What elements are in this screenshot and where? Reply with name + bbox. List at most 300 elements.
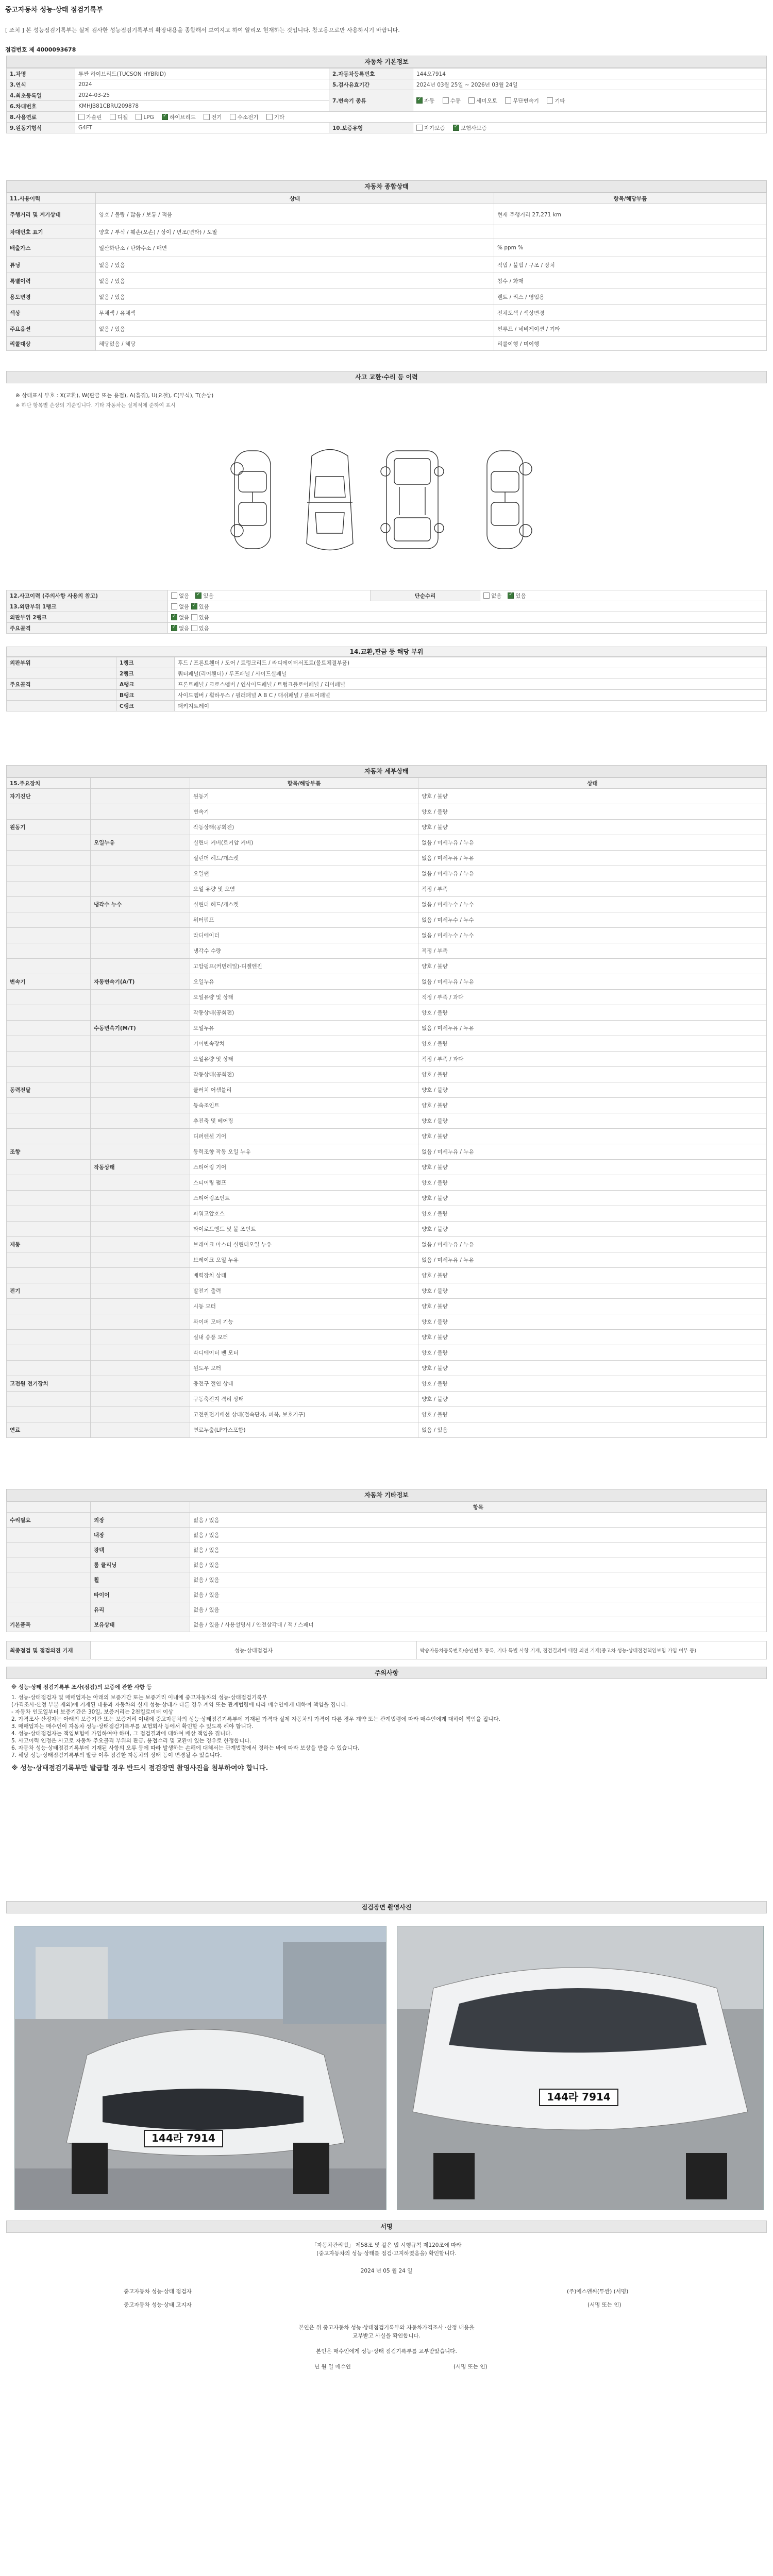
device-group xyxy=(7,897,91,912)
table-row xyxy=(7,912,767,928)
sub-group xyxy=(91,1191,190,1206)
table-row xyxy=(7,1082,767,1098)
other-item: 룸 클리닝 xyxy=(91,1557,190,1572)
table-row xyxy=(7,1098,767,1113)
table-row xyxy=(7,1602,767,1617)
item-name: 작동상태(공회전) xyxy=(190,820,418,835)
item-name: 배력장치 상태 xyxy=(190,1268,418,1283)
table-row: B랭크 사이드멤버 / 휠하우스 / 필러패널 A B C / 대쉬패널 / 플로어패널 xyxy=(7,690,767,701)
device-group xyxy=(7,1175,91,1191)
table-row xyxy=(7,1252,767,1268)
detail-table xyxy=(6,777,767,1438)
table-row xyxy=(7,1587,767,1602)
item-state: 양호 / 불량 xyxy=(418,1129,767,1144)
table-row: 3.연식 2024 5.검사유효기간 2024년 03월 25일 ~ 2026년 03월 24일 xyxy=(7,79,767,90)
table-row xyxy=(7,1144,767,1160)
device-group xyxy=(7,1098,91,1113)
other-state: 없음 / 있음 xyxy=(190,1602,767,1617)
table-row xyxy=(7,1268,767,1283)
table-row: 항목 xyxy=(7,1502,767,1513)
checkbox xyxy=(195,592,201,599)
table-row: 최종점검 및 점검의견 기재 성능·상태점검자 탁송자동차등록번호/승인번호 등록, 기타 특별 사항 기재, 점검결과에 대한 의견 기재(중고차 성능·상태점검책임보험 가입 여부 등) xyxy=(7,1641,767,1659)
item-name: 기어변속장치 xyxy=(190,1036,418,1052)
sub-group xyxy=(91,1098,190,1113)
table-row: 외판부위 1랭크 후드 / 프론트휀더 / 도어 / 트렁크리드 / 라디에이터서포트(볼트체결부품) xyxy=(7,657,767,668)
other-state: 없음 / 있음 xyxy=(190,1557,767,1572)
device-group xyxy=(7,1361,91,1376)
table-row xyxy=(7,1617,767,1632)
table-row xyxy=(7,1191,767,1206)
checkbox xyxy=(171,592,177,599)
item-name: 원동기 xyxy=(190,789,418,804)
section-price: 자동차 기타정보 xyxy=(6,1489,767,1501)
item-name: 연료누출(LP가스포함) xyxy=(190,1422,418,1438)
device-group: 변속기 xyxy=(7,974,91,990)
item-state: 없음 / 미세누유 / 누유 xyxy=(418,866,767,882)
inspection-photo-rear xyxy=(397,1926,764,2210)
item-state: 양호 / 불량 xyxy=(418,1283,767,1299)
sub-group xyxy=(91,1252,190,1268)
checkbox xyxy=(443,97,449,104)
item-state: 양호 / 불량 xyxy=(418,959,767,974)
item-state: 적정 / 부족 xyxy=(418,943,767,959)
sub-group xyxy=(91,1113,190,1129)
other-table xyxy=(6,1501,767,1632)
item-name: 냉각수 수량 xyxy=(190,943,418,959)
receipt-line-1: 본인은 위 중고자동차 성능·상태점검기록부와 자동차가격조사 ·산정 내용을 xyxy=(298,2325,475,2331)
sign-line-2: (중고자동차의 성능·상태를 점검·고지하였음을) 확인합니다. xyxy=(316,2250,457,2257)
buyer-sign: (서명 또는 인) xyxy=(453,2364,488,2370)
transmission-options: ✓ 자동 수동 세미오토 무단변속기 기타 xyxy=(413,90,767,112)
sub-group xyxy=(91,1330,190,1345)
table-row xyxy=(7,928,767,943)
item-name: 실내 송풍 모터 xyxy=(190,1330,418,1345)
sub-group xyxy=(91,1129,190,1144)
item-state: 없음 / 미세누유 / 누유 xyxy=(418,1237,767,1252)
doc-no-value: 4000093678 xyxy=(36,46,76,53)
parts-table xyxy=(6,657,767,711)
table-row xyxy=(7,1299,767,1314)
item-state: 양호 / 불량 xyxy=(418,1098,767,1113)
item-name: 브레이크 마스터 실린더오일 누유 xyxy=(190,1237,418,1252)
device-group: 자기진단 xyxy=(7,789,91,804)
table-row xyxy=(7,1283,767,1299)
other-state: 없음 / 있음 xyxy=(190,1543,767,1557)
rank-header: 14.교환,판금 등 해당 부위 xyxy=(6,647,767,657)
other-group xyxy=(7,1587,91,1602)
caution-line: 6. 자동차 성능·상태점검기록부에 기재된 사항의 오류 등에 따라 발생하는 손해에 대해서는 관계법령에서 정하는 바에 따라 보상을 받을 수 있습니다. xyxy=(11,1745,360,1751)
sub-group: 작동상태 xyxy=(91,1160,190,1175)
item-state: 없음 / 미세누유 / 누유 xyxy=(418,974,767,990)
item-name: 워터펌프 xyxy=(190,912,418,928)
item-state: 양호 / 불량 xyxy=(418,1314,767,1330)
device-group: 전기 xyxy=(7,1283,91,1299)
device-group xyxy=(7,1005,91,1021)
table-row xyxy=(7,897,767,912)
caution-footer: ※ 성능·상태점검기록부만 발급할 경우 반드시 점검장면 촬영사진을 첨부하여야 합니다. xyxy=(11,1765,268,1772)
item-name: 오일누유 xyxy=(190,974,418,990)
section-basic: 자동차 기본정보 xyxy=(6,56,767,68)
car-top-view-icon xyxy=(307,450,353,550)
device-group xyxy=(7,943,91,959)
item-state: 적정 / 부족 / 과다 xyxy=(418,990,767,1005)
table-row: 용도변경 없음 / 있음 렌트 / 리스 / 영업용 xyxy=(7,289,767,305)
other-state: 없음 / 있음 / 사용설명서 / 안전삼각대 / 잭 / 스패너 xyxy=(190,1617,767,1632)
table-row: 주요옵션 없음 / 있음 썬루프 / 네비게이션 / 기타 xyxy=(7,321,767,337)
item-name: 오일유량 및 상태 xyxy=(190,990,418,1005)
table-row xyxy=(7,959,767,974)
sub-group xyxy=(91,1268,190,1283)
table-row: 13.외판부위 1랭크 없음 ✓있음 xyxy=(7,601,767,612)
device-group xyxy=(7,1052,91,1067)
other-state: 없음 / 있음 xyxy=(190,1513,767,1528)
device-group xyxy=(7,1330,91,1345)
table-row xyxy=(7,1361,767,1376)
sub-group: 자동변속기(A/T) xyxy=(91,974,190,990)
table-row xyxy=(7,835,767,851)
table-row: 색상 무채색 / 유채색 전체도색 / 색상변경 xyxy=(7,305,767,321)
section-status: 자동차 종합상태 xyxy=(6,180,767,193)
checkbox xyxy=(483,592,490,599)
checkbox xyxy=(162,114,168,120)
item-state: 없음 / 미세누유 / 누유 xyxy=(418,1252,767,1268)
checkbox xyxy=(204,114,210,120)
sign-date: 2024 년 05 월 24 일 xyxy=(360,2268,413,2274)
device-group xyxy=(7,851,91,866)
device-group xyxy=(7,1191,91,1206)
table-row: 외판부위 2랭크 ✓ 없음 있음 xyxy=(7,612,767,623)
table-row: 6.차대번호 KMHJB81CBRU209878 xyxy=(7,101,767,112)
item-name: 등속조인트 xyxy=(190,1098,418,1113)
item-state: 양호 / 불량 xyxy=(418,820,767,835)
table-row: 8.사용연료 가솔린 디젤 LPG ✓ 하이브리드 전기 수소전기 기타 xyxy=(7,112,767,123)
section-photos: 점검장면 촬영사진 xyxy=(6,1901,767,1913)
car-underbody-icon xyxy=(381,451,444,549)
sub-group xyxy=(91,820,190,835)
pricer-label: 중고자동차 성능·상태 고지자 xyxy=(124,2302,192,2308)
sub-group xyxy=(91,943,190,959)
table-row xyxy=(7,1513,767,1528)
item-state: 없음 / 미세누유 / 누유 xyxy=(418,835,767,851)
item-name: 오일 유량 및 오염 xyxy=(190,882,418,897)
device-group xyxy=(7,1392,91,1407)
sub-group xyxy=(91,959,190,974)
item-name: 동력조향 작동 오일 누유 xyxy=(190,1144,418,1160)
car-side-right-icon xyxy=(487,451,532,549)
final-opinion-table xyxy=(6,1641,767,1659)
item-state: 적정 / 부족 xyxy=(418,882,767,897)
item-name: 와이퍼 모터 기능 xyxy=(190,1314,418,1330)
sub-group xyxy=(91,1206,190,1222)
caution-line: 2. 가격조사·산정자는 아래의 보증기간 또는 보증거리 이내에 중고자동차의 성능·상태점검기록부에 기재된 가격과 실제 자동차의 가격이 다른 경우 계약 또는 관계법령에 따라 매수인에게 대하여 책임을 집니다. xyxy=(11,1716,500,1722)
device-group xyxy=(7,804,91,820)
item-state: 없음 / 있음 xyxy=(418,1422,767,1438)
item-name: 브레이크 오일 누유 xyxy=(190,1252,418,1268)
device-group xyxy=(7,912,91,928)
table-row: C랭크 패키지트레이 xyxy=(7,701,767,711)
table-row: 2랭크 쿼터패널(리어휀더) / 루프패널 / 사이드실패널 xyxy=(7,668,767,679)
caution-block xyxy=(11,1684,762,1772)
item-name: 스티어링 펌프 xyxy=(190,1175,418,1191)
item-state: 양호 / 불량 xyxy=(418,1206,767,1222)
item-state: 양호 / 불량 xyxy=(418,1222,767,1237)
fuel-options: 가솔린 디젤 LPG ✓ 하이브리드 전기 수소전기 기타 xyxy=(75,112,767,123)
section-detail: 자동차 세부상태 xyxy=(6,765,767,777)
checkbox xyxy=(508,592,514,599)
item-name: 시동 모터 xyxy=(190,1299,418,1314)
table-row xyxy=(7,1005,767,1021)
table-row xyxy=(7,1237,767,1252)
table-row: 배출가스 일산화탄소 / 탄화수소 / 매연 % ppm % xyxy=(7,239,767,257)
accident-legend-2: ※ 하단 항목별 손상의 기준입니다. 기타 자동차는 실제적에 준하여 표시 xyxy=(15,403,176,409)
other-group xyxy=(7,1557,91,1572)
sub-group xyxy=(91,912,190,928)
item-state: 양호 / 불량 xyxy=(418,1299,767,1314)
item-name: 발전기 출력 xyxy=(190,1283,418,1299)
item-name: 실린더 커버(로커암 커버) xyxy=(190,835,418,851)
device-group: 고전원 전기장치 xyxy=(7,1376,91,1392)
item-state: 없음 / 미세누유 / 누유 xyxy=(418,851,767,866)
checkbox xyxy=(136,114,142,120)
sub-group xyxy=(91,1082,190,1098)
accident-legend: ※ 상태표시 부호 : X(교환), W(판금 또는 용접), A(흠집), U(요철), C(부식), T(손상) xyxy=(15,393,214,399)
table-row: 1.차명 투싼 하이브리드(TUCSON HYBRID) 2.자동차등록번호 144오7914 xyxy=(7,69,767,79)
sub-group xyxy=(91,1036,190,1052)
basic-info-table xyxy=(6,68,767,133)
table-row xyxy=(7,1557,767,1572)
table-row xyxy=(7,943,767,959)
caution-line: 7. 해당 성능·상태점검기록부의 발급 이후 점검한 자동차의 상태 등이 변경될 수 있습니다. xyxy=(11,1752,222,1758)
table-row xyxy=(7,1129,767,1144)
checkbox xyxy=(78,114,85,120)
other-item: 유리 xyxy=(91,1602,190,1617)
inspector-label: 중고자동차 성능·상태 점검자 xyxy=(124,2289,192,2295)
sub-group xyxy=(91,1392,190,1407)
item-name: 실린더 헤드/개스켓 xyxy=(190,897,418,912)
item-state: 양호 / 불량 xyxy=(418,1345,767,1361)
caution-line: 4. 성능·상태점검자는 책임보험에 가입하여야 하며, 그 점검결과에 대하여 배상 책임을 집니다. xyxy=(11,1731,232,1737)
checkbox xyxy=(266,114,273,120)
device-group xyxy=(7,1345,91,1361)
receipt-line-2: 교부받고 사실을 확인합니다. xyxy=(352,2333,421,2339)
item-state: 양호 / 불량 xyxy=(418,1067,767,1082)
table-row xyxy=(7,1067,767,1082)
device-group xyxy=(7,835,91,851)
table-row xyxy=(7,1528,767,1543)
caution-title: ※ 성능·상태 점검기록부 조사(점검)의 보증에 관한 사항 등 xyxy=(11,1684,152,1690)
table-row xyxy=(7,866,767,882)
caution-line: 1. 성능·상태점검자 및 매매업자는 아래의 보증기간 또는 보증거리 이내에 중고자동차의 성능·상태점검기록부 xyxy=(11,1694,267,1701)
receipt-line-3: 본인은 매수인에게 성능·상태 점검기록부를 교부받았습니다. xyxy=(316,2348,457,2354)
device-group xyxy=(7,1129,91,1144)
item-name: 클러치 어셈블리 xyxy=(190,1082,418,1098)
table-row xyxy=(7,1392,767,1407)
table-row xyxy=(7,804,767,820)
sub-group xyxy=(91,1237,190,1252)
sub-group xyxy=(91,882,190,897)
item-name: 오일유량 및 상태 xyxy=(190,1052,418,1067)
item-state: 없음 / 미세누유 / 누유 xyxy=(418,1021,767,1036)
device-group xyxy=(7,1113,91,1129)
item-state: 양호 / 불량 xyxy=(418,1392,767,1407)
item-name: 작동상태(공회전) xyxy=(190,1067,418,1082)
doc-no-label: 점검번호 제 xyxy=(5,46,35,53)
other-group: 기본품목 xyxy=(7,1617,91,1632)
device-group xyxy=(7,1206,91,1222)
section-caution: 주의사항 xyxy=(6,1667,767,1679)
other-item: 휠 xyxy=(91,1572,190,1587)
table-row: 주행거리 및 계기상태 양호 / 불량 / 많음 / 보통 / 적음 현재 주행거리 27,271 km xyxy=(7,204,767,225)
table-row: 리콜대상 해당없음 / 해당 리콜이행 / 미이행 xyxy=(7,337,767,351)
other-item: 내장 xyxy=(91,1528,190,1543)
sub-group xyxy=(91,1175,190,1191)
other-item: 광택 xyxy=(91,1543,190,1557)
device-group xyxy=(7,882,91,897)
other-group: 수리필요 xyxy=(7,1513,91,1528)
license-plate: 144라 7914 xyxy=(539,2089,618,2106)
item-state: 양호 / 불량 xyxy=(418,1036,767,1052)
item-state: 양호 / 불량 xyxy=(418,1191,767,1206)
sub-group xyxy=(91,1376,190,1392)
caution-line: 5. 사고이력 인정은 사고로 자동차 주요골격 부위의 판금, 용접수리 및 교환이 있는 경우로 한정합니다. xyxy=(11,1738,251,1744)
sub-group xyxy=(91,928,190,943)
sub-group xyxy=(91,1345,190,1361)
item-state: 없음 / 미세누유 / 누유 xyxy=(418,1144,767,1160)
item-name: 오일누유 xyxy=(190,1021,418,1036)
table-row xyxy=(7,1175,767,1191)
other-group xyxy=(7,1543,91,1557)
other-state: 없음 / 있음 xyxy=(190,1587,767,1602)
table-row: 튜닝 없음 / 있음 적법 / 불법 / 구조 / 장치 xyxy=(7,257,767,273)
table-row xyxy=(7,1572,767,1587)
item-name: 파워고압호스 xyxy=(190,1206,418,1222)
item-state: 양호 / 불량 xyxy=(418,1407,767,1422)
table-row: 주요골격 A랭크 프론트패널 / 크로스멤버 / 인사이드패널 / 트렁크플로어패널 / 리어패널 xyxy=(7,679,767,690)
sub-group: 수동변속기(M/T) xyxy=(91,1021,190,1036)
item-state: 양호 / 불량 xyxy=(418,1330,767,1345)
checkbox xyxy=(230,114,236,120)
item-name: 윈도우 모터 xyxy=(190,1361,418,1376)
document-title: 중고자동차 성능·상태 점검기록부 xyxy=(5,6,103,14)
table-row xyxy=(7,1345,767,1361)
sub-group xyxy=(91,851,190,866)
item-state: 적정 / 부족 / 과다 xyxy=(418,1052,767,1067)
sub-group xyxy=(91,1222,190,1237)
item-state: 양호 / 불량 xyxy=(418,789,767,804)
sub-group xyxy=(91,1361,190,1376)
item-name: 디퍼렌셜 기어 xyxy=(190,1129,418,1144)
sub-group xyxy=(91,1144,190,1160)
item-state: 양호 / 불량 xyxy=(418,1160,767,1175)
table-row: 주요골격 ✓ 없음 있음 xyxy=(7,623,767,634)
checkbox xyxy=(547,97,553,104)
table-row xyxy=(7,1113,767,1129)
device-group xyxy=(7,928,91,943)
table-row xyxy=(7,1160,767,1175)
warranty-options: 자가보증 ✓ 보험사보증 xyxy=(413,123,767,133)
device-group xyxy=(7,990,91,1005)
item-name: 라디에이터 팬 모터 xyxy=(190,1345,418,1361)
caution-line: 3. 매매업자는 매수인이 자동차 성능·상태점검기록부를 보험회사 등에서 확인할 수 있도록 해야 합니다. xyxy=(11,1723,254,1730)
device-group: 조향 xyxy=(7,1144,91,1160)
license-plate: 144라 7914 xyxy=(144,2130,223,2147)
buyer-label: 년 월 일 매수인 xyxy=(314,2364,351,2370)
item-name: 고압펌프(커먼레일)-디젤엔진 xyxy=(190,959,418,974)
device-group xyxy=(7,1407,91,1422)
table-row xyxy=(7,1052,767,1067)
sub-group xyxy=(91,1052,190,1067)
other-state: 없음 / 있음 xyxy=(190,1528,767,1543)
caution-line: (가격조사·산정 부분 제외)에 기재된 내용과 자동차의 실제 성능·상태가 다른 경우 계약 또는 관계법령에 따라 매수인에게 대하여 책임을 집니다. xyxy=(11,1702,348,1708)
checkbox xyxy=(468,97,475,104)
item-state: 양호 / 불량 xyxy=(418,1175,767,1191)
table-row xyxy=(7,1206,767,1222)
other-item: 타이어 xyxy=(91,1587,190,1602)
document-number xyxy=(5,45,76,54)
item-state: 양호 / 불량 xyxy=(418,1005,767,1021)
table-row xyxy=(7,1222,767,1237)
sub-group xyxy=(91,1422,190,1438)
sub-group xyxy=(91,1407,190,1422)
device-group xyxy=(7,1067,91,1082)
table-row: 11.사용이력 상태 항목/해당부품 xyxy=(7,193,767,204)
item-name: 스티어링조인트 xyxy=(190,1191,418,1206)
device-group: 연료 xyxy=(7,1422,91,1438)
device-group xyxy=(7,1222,91,1237)
item-state: 양호 / 불량 xyxy=(418,1113,767,1129)
table-row: 차대번호 표기 양호 / 부식 / 훼손(오손) / 상이 / 변조(변타) / 도말 xyxy=(7,225,767,239)
device-group xyxy=(7,1252,91,1268)
other-item: 외장 xyxy=(91,1513,190,1528)
item-name: 구동축전지 격리 상태 xyxy=(190,1392,418,1407)
sub-group xyxy=(91,866,190,882)
item-state: 없음 / 미세누수 / 누수 xyxy=(418,928,767,943)
table-row: 12.사고이력 (주의사항 사용의 참고) 없음✓ 있음 단순수리 없음✓ 있음 xyxy=(7,590,767,601)
table-row xyxy=(7,1036,767,1052)
item-name: 추진축 및 베어링 xyxy=(190,1113,418,1129)
table-row: 4.최초등록일 2024-03-25 7.변속기 종류 ✓ 자동 수동 세미오토 무단변속기 기타 xyxy=(7,90,767,101)
table-row xyxy=(7,1407,767,1422)
sub-group xyxy=(91,990,190,1005)
table-row xyxy=(7,882,767,897)
checkbox xyxy=(453,125,459,131)
accident-table xyxy=(6,590,767,634)
sub-group xyxy=(91,789,190,804)
sub-group xyxy=(91,1067,190,1082)
header-note: [ 조치 ] 본 성능점검기록부는 실제 검사한 성능점검기록부의 확장내용을 종합해서 보여지고 하여 알리오 현재하는 것입니다. 참고용으로만 사용하시기 바랍니다. xyxy=(5,27,400,33)
sub-group xyxy=(91,1299,190,1314)
item-name: 오일팬 xyxy=(190,866,418,882)
table-row xyxy=(7,1021,767,1036)
pricer-name: (서명 또는 인) xyxy=(587,2302,621,2308)
other-group xyxy=(7,1528,91,1543)
inspector-name: (주)에스앤씨(투싼) (서명) xyxy=(567,2289,629,2295)
status-table xyxy=(6,193,767,351)
table-row xyxy=(7,1543,767,1557)
sub-group: 냉각수 누수 xyxy=(91,897,190,912)
device-group xyxy=(7,959,91,974)
item-name: 고전원전기배선 상태(접속단자, 피복, 보호기구) xyxy=(190,1407,418,1422)
other-group xyxy=(7,1602,91,1617)
car-side-left-icon xyxy=(231,451,271,549)
table-row xyxy=(7,990,767,1005)
car-diagram xyxy=(222,440,551,559)
item-state: 양호 / 불량 xyxy=(418,1082,767,1098)
sign-line-1: 「자동차관리법」 제58조 및 같은 법 시행규칙 제120조에 따라 xyxy=(311,2242,462,2248)
table-row xyxy=(7,1330,767,1345)
table-row xyxy=(7,1376,767,1392)
item-state: 양호 / 불량 xyxy=(418,804,767,820)
